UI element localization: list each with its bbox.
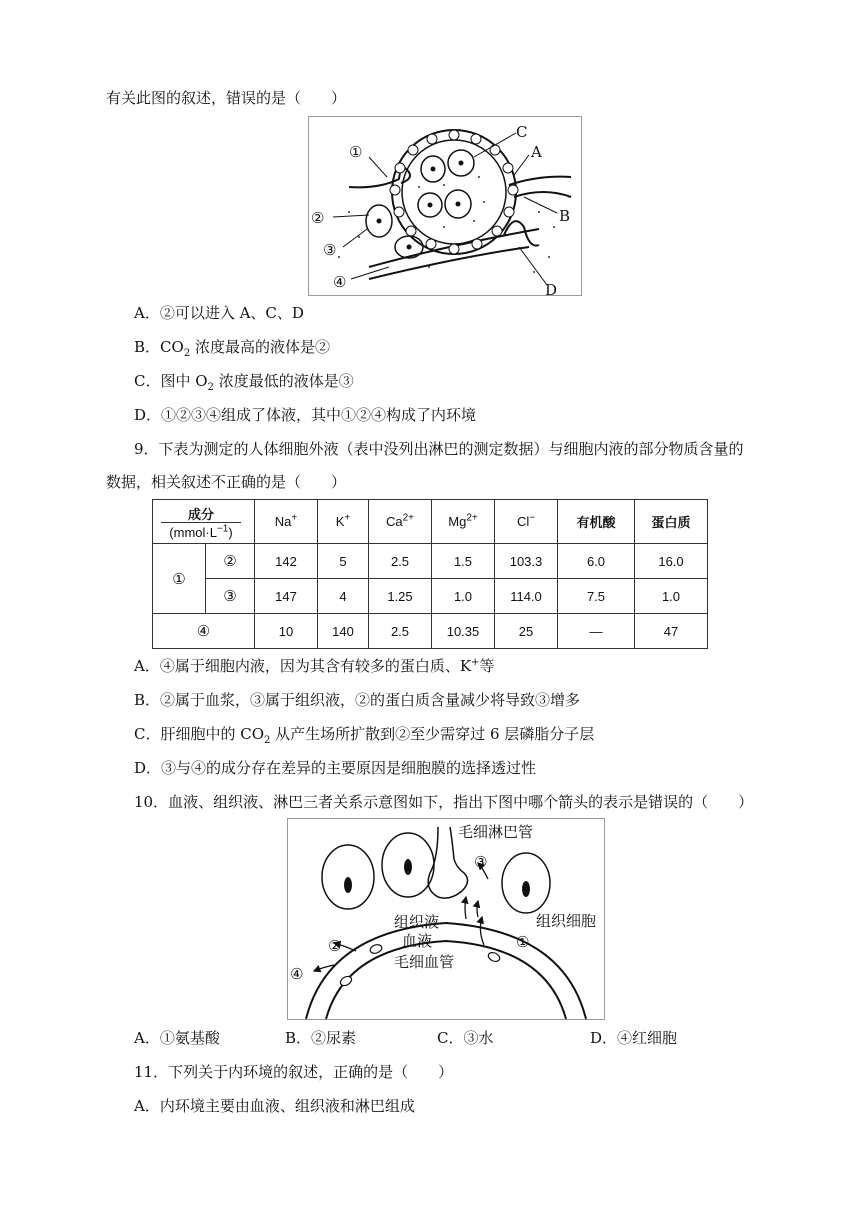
figure-capillary-cross-section: [308, 116, 582, 296]
fig1-label-b: B: [559, 207, 571, 225]
fig2-label-blood: 血液: [402, 932, 433, 950]
table-header-cl: Cl−: [495, 500, 558, 544]
table-row: [153, 544, 708, 579]
table-cell: 2.5: [369, 544, 432, 579]
q10-option-b: B．②尿素: [285, 1029, 357, 1047]
table-cell: 10: [255, 614, 318, 649]
q9-stem-line1: 9．下表为测定的人体细胞外液（表中没列出淋巴的测定数据）与细胞内液的部分物质含量的: [134, 440, 744, 458]
q9-option-a: A．④属于细胞内液，因为其含有较多的蛋白质、K+等: [134, 657, 495, 675]
capillary-cross-section-drawing: [309, 117, 581, 295]
table-corner-cell: [153, 500, 255, 544]
table-header-mg: $Mg^{2+}$: [432, 500, 495, 544]
table-group-label: ①: [153, 544, 206, 614]
table-row-label: ②: [206, 544, 255, 579]
fig2-label-3: ③: [474, 853, 488, 871]
q10-stem: 10．血液、组织液、淋巴三者关系示意图如下，指出下图中哪个箭头的表示是错误的（ ）: [134, 793, 754, 811]
fig2-label-tissue-fluid: 组织液: [394, 913, 440, 931]
table-header-organic-acid: 有机酸: [558, 500, 635, 544]
q10-option-a: A．①氨基酸: [134, 1029, 220, 1047]
table-cell: 114.0: [495, 579, 558, 614]
q8-option-c: C．图中 $O_2$ 浓度最低的液体是③: [134, 372, 354, 393]
q9-option-b: B．②属于血浆，③属于组织液，②的蛋白质含量减少将导致③增多: [134, 691, 581, 709]
table-row-label: ④: [153, 614, 255, 649]
table-header-na: Na+: [255, 500, 318, 544]
table-header-protein: 蛋白质: [635, 500, 708, 544]
table-cell: —: [558, 614, 635, 649]
fig2-label-1: ①: [516, 933, 530, 951]
q10-option-c: C．③水: [437, 1029, 494, 1047]
table-row: [153, 579, 708, 614]
fig1-label-a: A: [531, 143, 542, 161]
table-cell: 10.35: [432, 614, 495, 649]
table-cell: 1.5: [432, 544, 495, 579]
table-cell: 25: [495, 614, 558, 649]
table-cell: 4: [318, 579, 369, 614]
question-intro: 有关此图的叙述，错误的是（ ）: [106, 89, 347, 107]
blood-tissue-lymph-drawing: [288, 819, 604, 1019]
fig1-label-2: ②: [311, 209, 325, 227]
fig1-label-3: ③: [323, 241, 337, 259]
q8-option-b: B．$CO_2$ 浓度最高的液体是②: [134, 338, 330, 359]
fig2-label-4: ④: [290, 965, 304, 983]
table-corner-top: 成分: [187, 507, 214, 522]
fig2-label-capillary: 毛细血管: [394, 953, 455, 971]
fig1-label-1: ①: [349, 143, 363, 161]
q9-stem-line2: 数据，相关叙述不正确的是（ ）: [106, 473, 347, 491]
fig1-label-4: ④: [333, 273, 347, 291]
table-corner-unit: $(mmol\cdot L^{-1})$: [169, 523, 233, 540]
fig1-label-c: C: [516, 123, 528, 141]
table-row: [153, 614, 708, 649]
q8-option-a: A．②可以进入 A、C、D: [134, 304, 304, 322]
table-cell: 47: [635, 614, 708, 649]
table-cell: 140: [318, 614, 369, 649]
fig1-label-d: D: [545, 281, 558, 295]
q11-stem: 11．下列关于内环境的叙述，正确的是（ ）: [134, 1063, 454, 1081]
table-cell: 1.0: [635, 579, 708, 614]
fig2-label-tissue-cell: 组织细胞: [536, 912, 597, 930]
fig2-label-lymph-capillary: 毛细淋巴管: [458, 823, 534, 841]
table-cell: 6.0: [558, 544, 635, 579]
table-cell: 7.5: [558, 579, 635, 614]
table-cell: 103.3: [495, 544, 558, 579]
table-row-label: ③: [206, 579, 255, 614]
table-cell: 2.5: [369, 614, 432, 649]
composition-table: [152, 499, 708, 649]
table-cell: 142: [255, 544, 318, 579]
table-header-k: K+: [318, 500, 369, 544]
fig2-label-2: ②: [328, 937, 342, 955]
figure-blood-tissue-lymph: [287, 818, 605, 1020]
table-cell: 5: [318, 544, 369, 579]
q9-option-d: D．③与④的成分存在差异的主要原因是细胞膜的选择透过性: [134, 759, 537, 777]
table-header-row: [153, 500, 708, 544]
q10-option-d: D．④红细胞: [590, 1029, 678, 1047]
table-cell: 147: [255, 579, 318, 614]
q11-option-a: A．内环境主要由血液、组织液和淋巴组成: [134, 1097, 415, 1115]
table-cell: 1.25: [369, 579, 432, 614]
q8-option-d: D．①②③④组成了体液，其中①②④构成了内环境: [134, 406, 477, 424]
table-header-ca: $Ca^{2+}$: [369, 500, 432, 544]
q9-option-c: C．肝细胞中的 $CO_2$ 从产生场所扩散到②至少需穿过 6 层磷脂分子层: [134, 725, 595, 746]
table-cell: 1.0: [432, 579, 495, 614]
table-cell: 16.0: [635, 544, 708, 579]
